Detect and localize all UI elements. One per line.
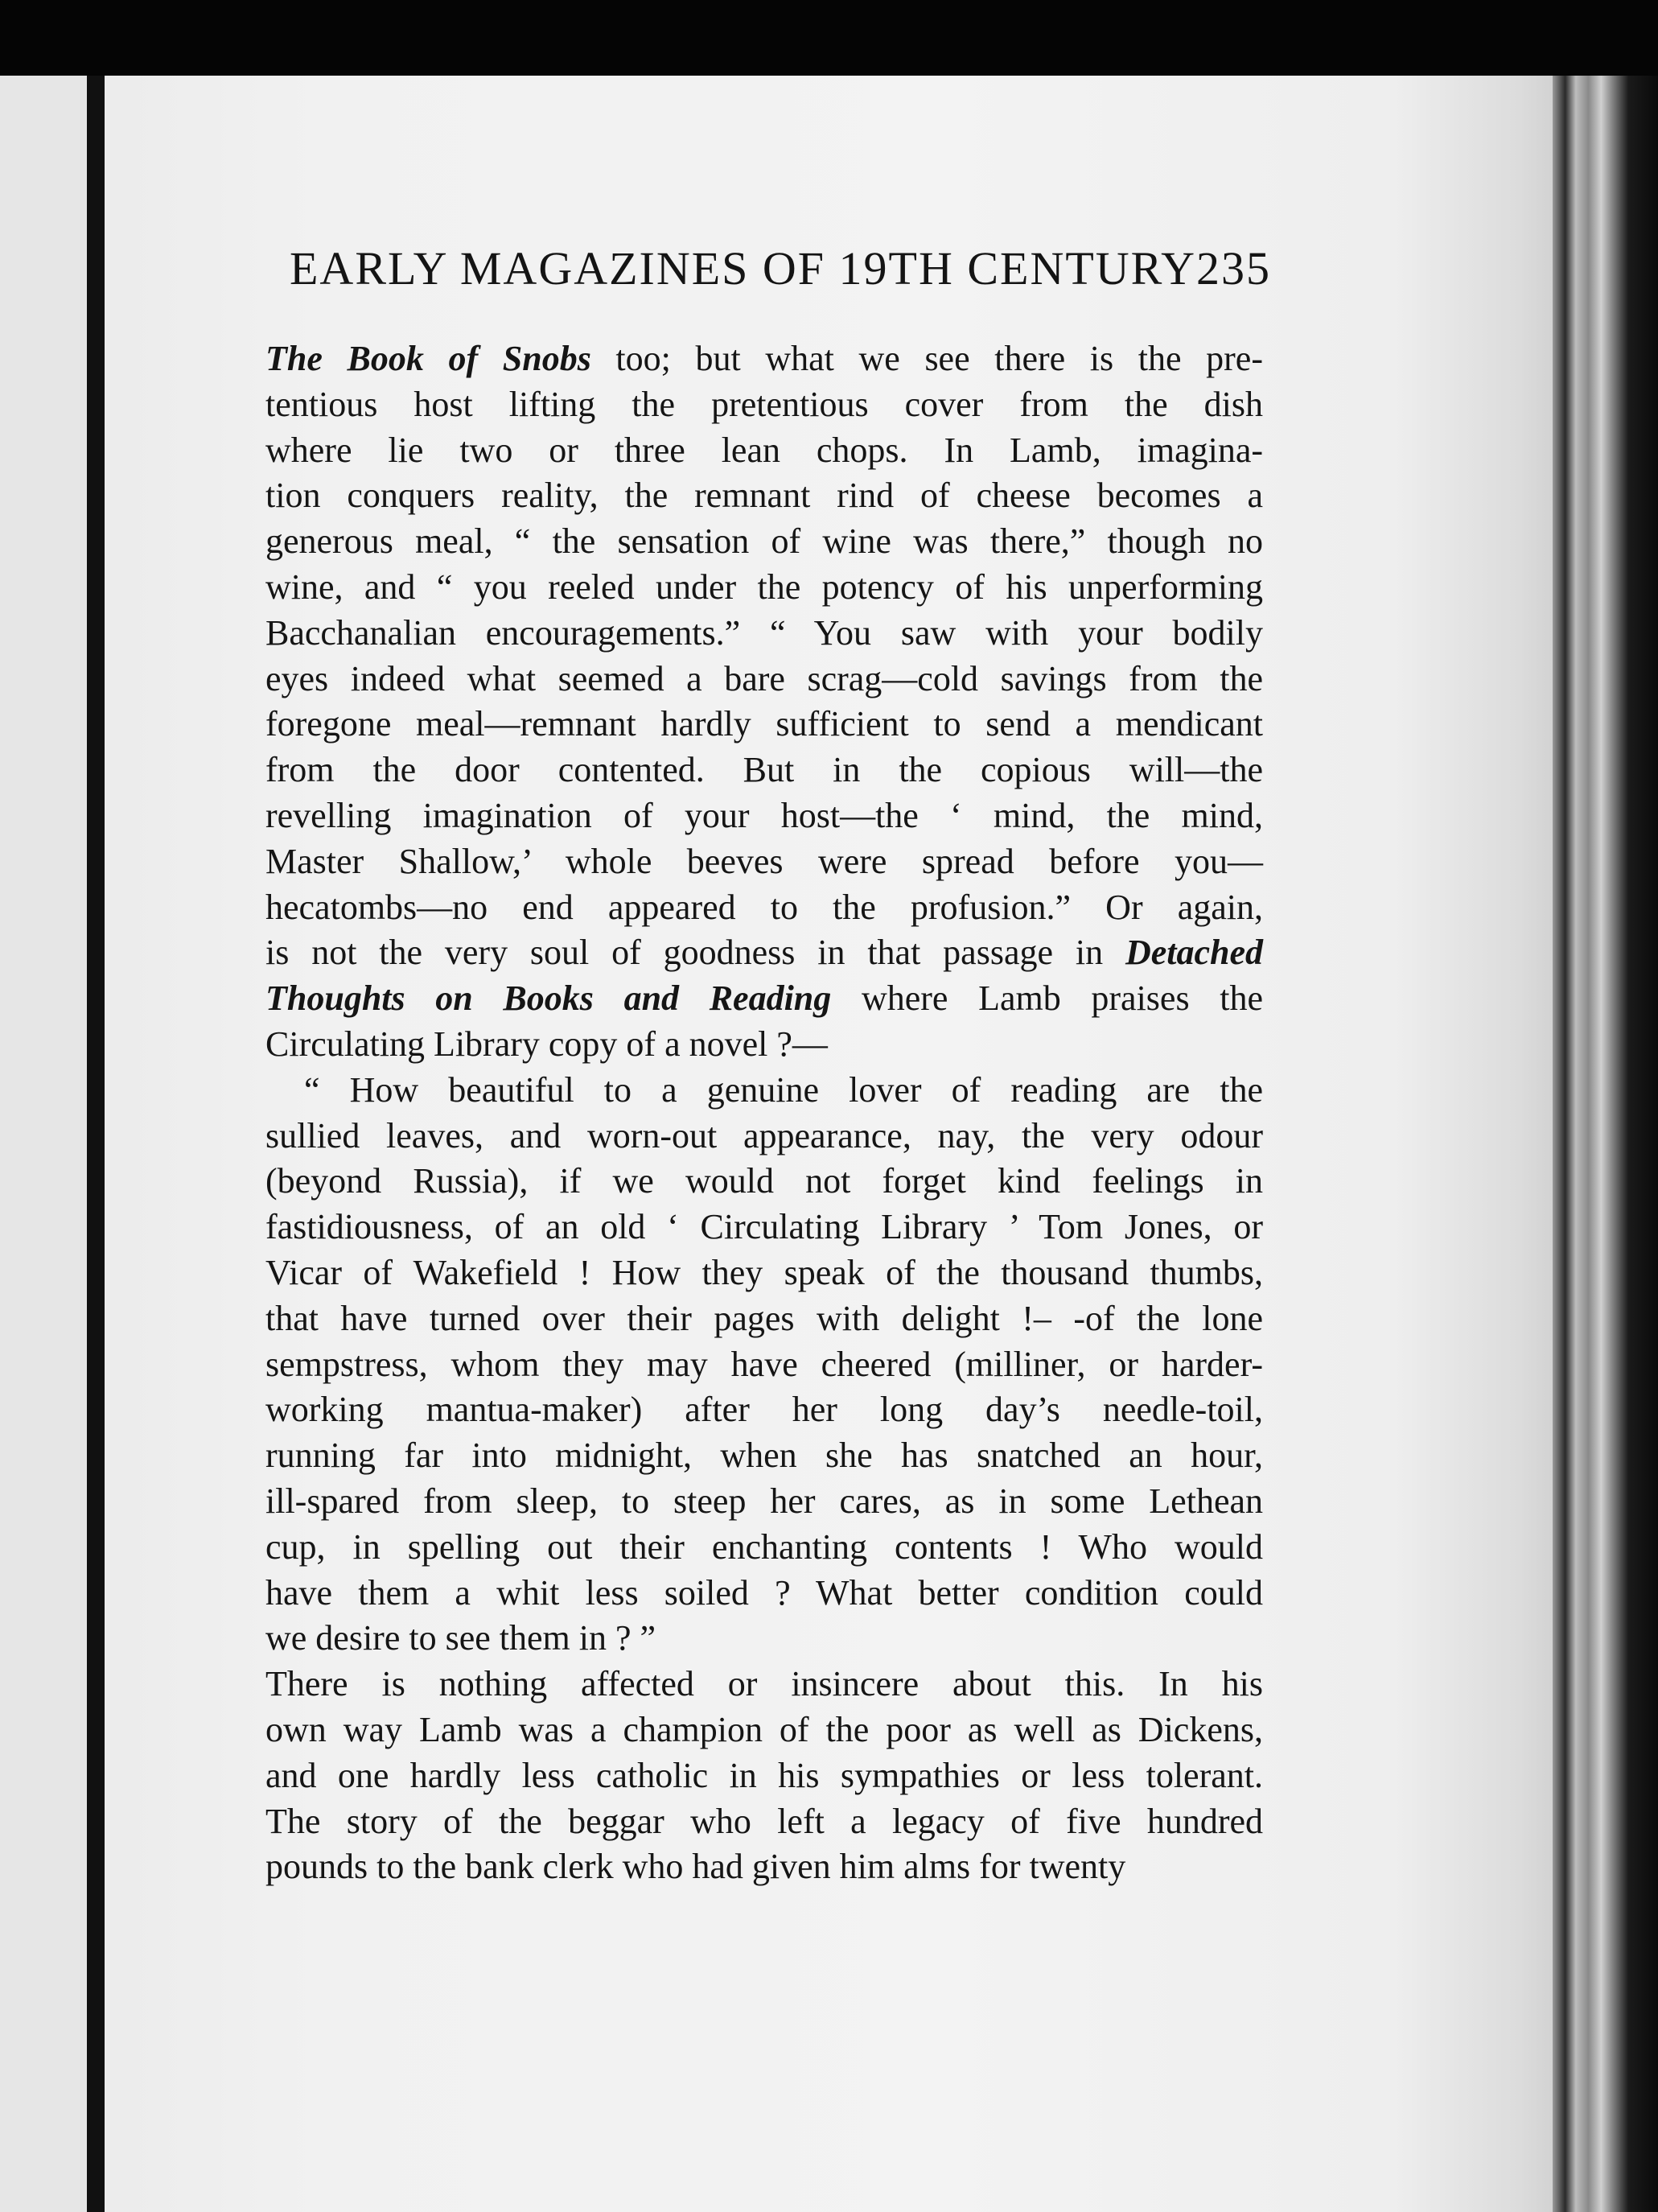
text-line xyxy=(265,976,1263,1022)
text-run: where lie two or three lean chops. In Lamb, imagina- xyxy=(265,430,1263,470)
text-run: Master Shallow,’ whole beeves were spread before you— xyxy=(265,841,1263,881)
quotation-block xyxy=(265,1068,1263,1662)
text-line xyxy=(265,473,1263,519)
text-line xyxy=(265,1022,1263,1068)
running-head-title: EARLY MAGAZINES OF 19TH CENTURY xyxy=(290,242,1197,295)
text-line: ill-spared from sleep, to steep her cares, as in some Lethean xyxy=(265,1481,1263,1521)
text-run: hecatombs—no end appeared to the profusion.” Or again, xyxy=(265,887,1263,927)
text-run: too; but what we see there is the pre- xyxy=(590,339,1263,378)
text-line: own way Lamb was a champion of the poor as well as Dickens, xyxy=(265,1709,1263,1749)
text-line: we desire to see them in ? ” xyxy=(265,1618,656,1658)
book-spine-gutter xyxy=(1553,76,1658,2212)
text-run: generous meal, “ the sensation of wine was there,” though no xyxy=(265,521,1263,562)
page-number: 235 xyxy=(1196,242,1271,295)
text-line: fastidiousness, of an old ‘ Circulating Library ’ Tom Jones, or xyxy=(265,1207,1263,1247)
text-line: that have turned over their pages with delight !– -of the lone xyxy=(265,1298,1263,1338)
text-line xyxy=(265,519,1263,565)
book-title: The Book of Snobs xyxy=(265,339,591,378)
text-line xyxy=(265,611,1263,657)
book-title: Detached xyxy=(1125,933,1263,973)
text-line xyxy=(265,748,1263,793)
left-page-edge-shadow xyxy=(87,76,105,2212)
facing-page-edge xyxy=(0,76,87,2212)
text-run: Circulating Library copy of a novel ?— xyxy=(265,1024,828,1064)
text-run: is not the very soul of goodness in that passage in xyxy=(265,933,1125,973)
text-line: pounds to the bank clerk who had given him alms for twenty xyxy=(265,1847,1126,1887)
text-line xyxy=(265,382,1263,428)
paragraph-2 xyxy=(265,1662,1263,1890)
text-line: (beyond Russia), if we would not forget kind feelings in xyxy=(265,1161,1263,1201)
text-line: There is nothing affected or insincere about this. In his xyxy=(265,1664,1263,1704)
text-line xyxy=(265,657,1263,702)
text-run: from the door contented. But in the copious will—the xyxy=(265,750,1263,790)
text-line xyxy=(265,428,1263,474)
text-line: and one hardly less catholic in his sympathies or less tolerant. xyxy=(265,1755,1263,1795)
text-run: tion conquers reality, the remnant rind of cheese becomes a xyxy=(265,476,1263,516)
text-line: running far into midnight, when she has snatched an hour, xyxy=(265,1436,1263,1476)
text-line: sullied leaves, and worn-out appearance, nay, the very odour xyxy=(265,1115,1263,1155)
text-line: sempstress, whom they may have cheered (milliner, or harder- xyxy=(265,1344,1263,1384)
text-line xyxy=(265,793,1263,839)
text-line: The story of the beggar who left a legacy of five hundred xyxy=(265,1801,1263,1841)
text-line: working mantua-maker) after her long day’s needle-toil, xyxy=(265,1390,1263,1430)
text-line xyxy=(265,839,1263,885)
text-run: tentious host lifting the pretentious cover from the dish xyxy=(265,384,1263,424)
text-line xyxy=(265,565,1263,611)
body-text xyxy=(265,336,1263,1890)
text-run: wine, and “ you reeled under the potency of his unperforming xyxy=(265,566,1263,607)
text-run: foregone meal—remnant hardly sufficient to send a mendicant xyxy=(265,704,1263,744)
text-run: revelling imagination of your host—the ‘ mind, the mind, xyxy=(265,795,1263,835)
scan-top-border xyxy=(0,0,1658,80)
text-line xyxy=(265,336,1263,382)
text-line: Vicar of Wakefield ! How they speak of the thousand thumbs, xyxy=(265,1252,1263,1292)
text-run: Bacchanalian encouragements.” “ You saw with your bodily xyxy=(265,612,1263,653)
text-line: “ How beautiful to a genuine lover of reading are the xyxy=(304,1069,1263,1110)
text-run: eyes indeed what seemed a bare scrag—cold savings from the xyxy=(265,658,1263,698)
paragraph-1 xyxy=(265,336,1263,1068)
text-run: where Lamb praises the xyxy=(831,978,1263,1019)
text-line xyxy=(265,930,1263,976)
book-title: Thoughts on Books and Reading xyxy=(265,978,832,1019)
text-line: cup, in spelling out their enchanting contents ! Who would xyxy=(265,1526,1263,1567)
text-line xyxy=(265,702,1263,748)
text-line: have them a whit less soiled ? What better condition could xyxy=(265,1572,1263,1613)
text-line xyxy=(265,885,1263,931)
running-head xyxy=(290,241,1271,306)
